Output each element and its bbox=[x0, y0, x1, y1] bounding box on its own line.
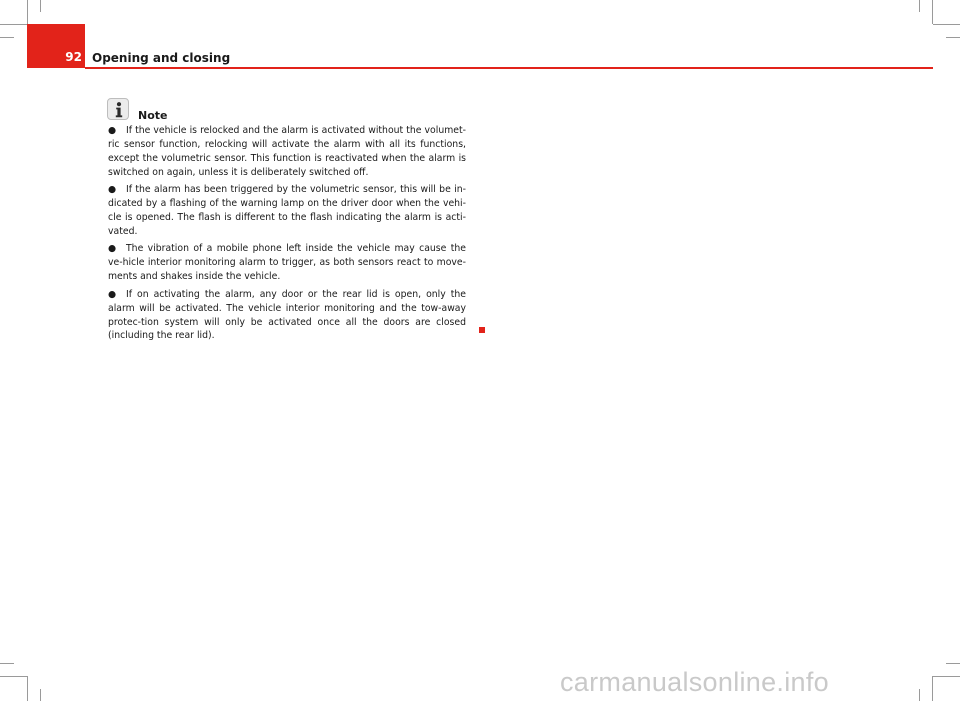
crop-mark bbox=[932, 676, 933, 701]
crop-mark bbox=[946, 37, 960, 38]
list-item bbox=[108, 124, 466, 180]
crop-mark bbox=[0, 663, 14, 664]
crop-mark bbox=[0, 24, 27, 25]
crop-mark bbox=[919, 689, 920, 701]
crop-mark bbox=[40, 689, 41, 701]
page-number: 92 bbox=[65, 50, 82, 64]
list-item bbox=[108, 183, 466, 239]
bullet-icon: ● bbox=[108, 288, 117, 300]
crop-mark bbox=[933, 24, 960, 25]
crop-mark bbox=[40, 0, 41, 12]
bullet-icon: ● bbox=[108, 243, 117, 255]
list-item bbox=[108, 288, 466, 344]
crop-mark bbox=[27, 0, 28, 24]
bullet-icon: ● bbox=[108, 125, 117, 136]
crop-mark bbox=[27, 676, 28, 701]
header-divider bbox=[85, 67, 933, 69]
note-item-text: If the alarm has been triggered by the volumetric sensor, this will be in-dicated by a flashing of the warning lamp on the driver door when the vehi-cle is opened. The flash is different to the flash indicating the alarm is acti-vated. bbox=[108, 184, 466, 237]
bullet-icon: ● bbox=[108, 184, 117, 196]
crop-mark bbox=[946, 663, 960, 664]
note-title: Note bbox=[138, 109, 168, 122]
crop-mark bbox=[919, 0, 920, 12]
info-note-icon bbox=[107, 98, 129, 120]
note-item-text: The vibration of a mobile phone left inside the vehicle may cause the ve-hicle interior monitoring alarm to trigger, as both sensors react to move-ments and shakes inside the vehicle. bbox=[108, 243, 466, 283]
note-body bbox=[108, 124, 466, 347]
watermark: carmanualsonline.info bbox=[560, 667, 829, 697]
page-number-tab bbox=[27, 24, 85, 68]
chapter-title: Opening and closing bbox=[92, 51, 231, 65]
crop-mark bbox=[0, 676, 27, 677]
note-item-text: If on activating the alarm, any door or the rear lid is open, only the alarm will be activated. The vehicle interior monitoring and the tow-away protec-tion system will only be activated once all the doors are closed (including the rear lid). bbox=[108, 288, 466, 342]
crop-mark bbox=[932, 0, 933, 24]
list-item bbox=[108, 242, 466, 284]
crop-mark bbox=[0, 37, 14, 38]
note-item-text: If the vehicle is relocked and the alarm is activated without the volumet-ric sensor function, relocking will activate the alarm with all its functions, except the volumetric sensor. This function is reactivated when the alarm is switched on again, unless it is deliberately switched off. bbox=[108, 125, 466, 178]
crop-mark bbox=[933, 676, 960, 677]
section-end-marker bbox=[479, 327, 485, 333]
